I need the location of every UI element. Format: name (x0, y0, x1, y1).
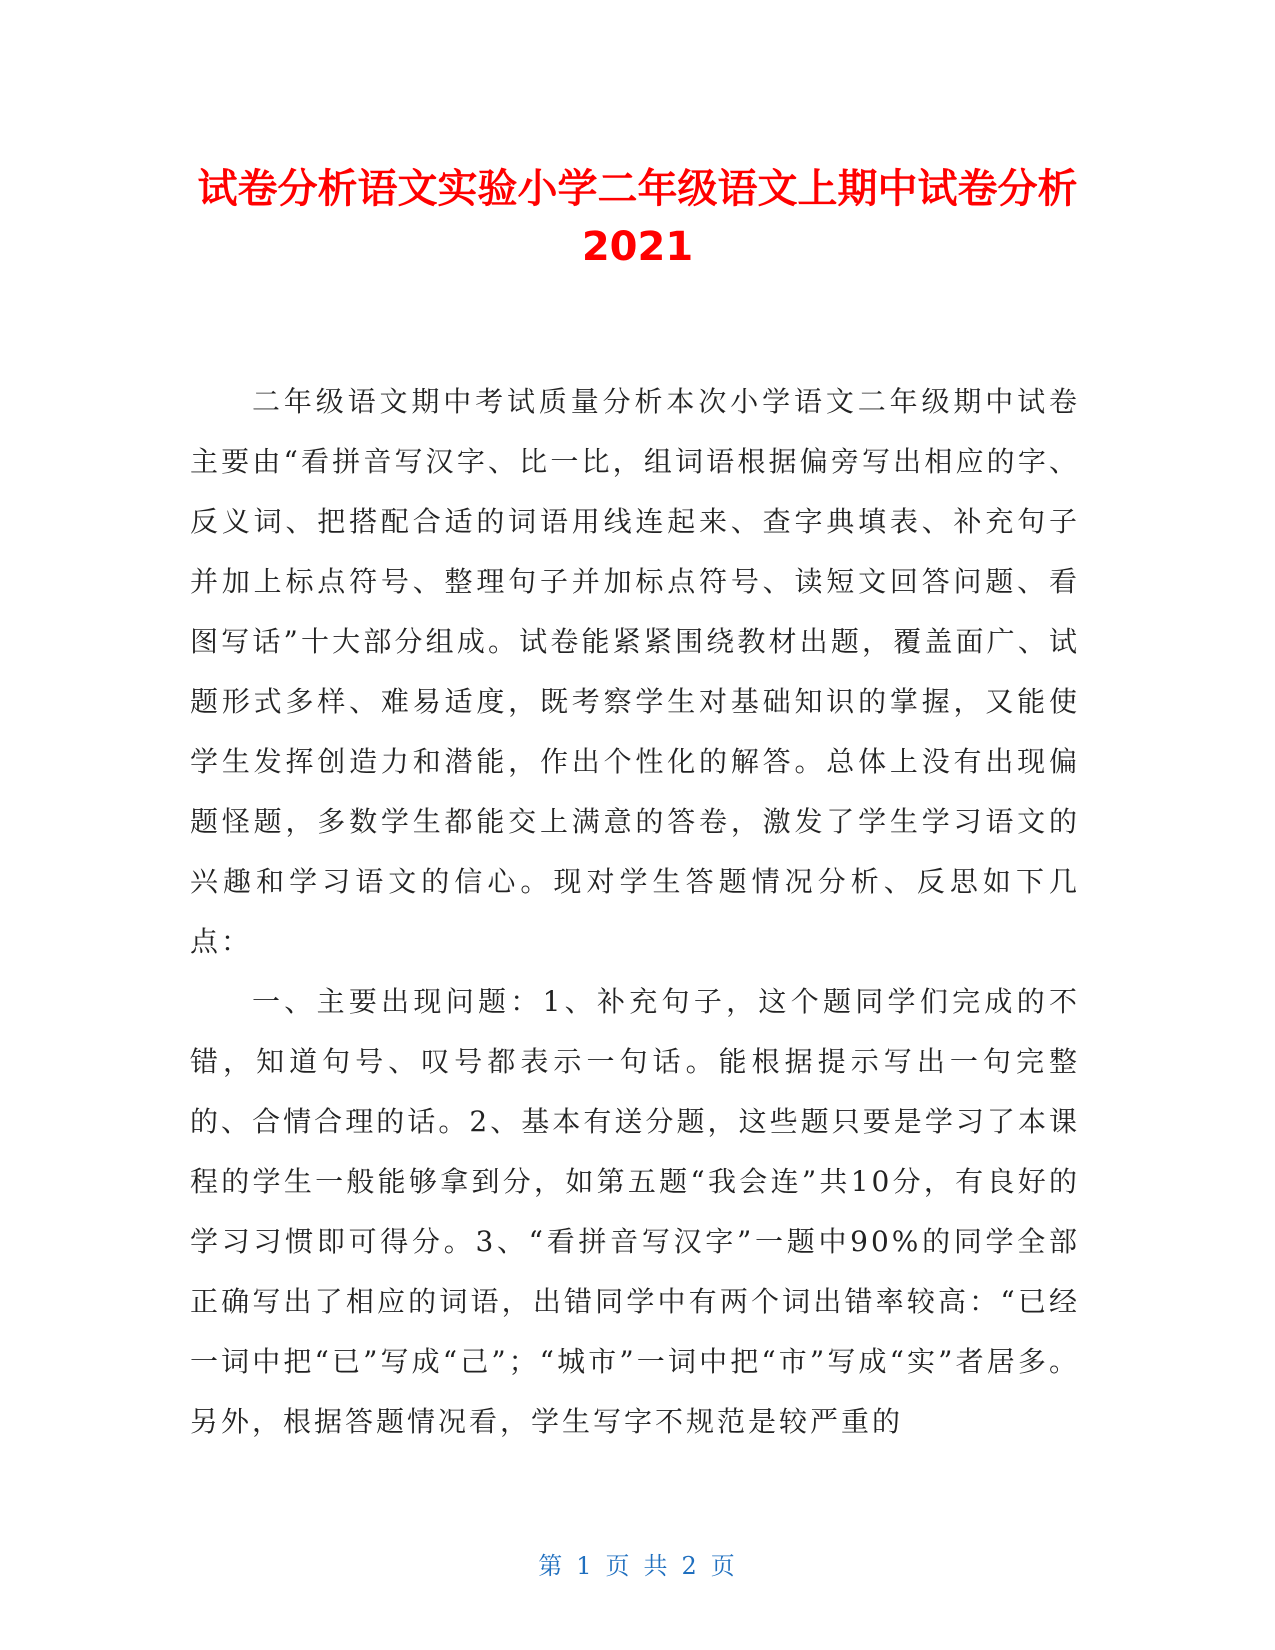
total-page-number: 2 (681, 1552, 699, 1580)
document-title: 试卷分析语文实验小学二年级语文上期中试卷分析2021 (197, 166, 1078, 270)
current-page-number: 1 (576, 1552, 594, 1580)
footer-page-word: 页 (605, 1552, 632, 1580)
page-number-footer (0, 1546, 1275, 1581)
footer-total-word: 共 (643, 1552, 670, 1580)
document-body (190, 372, 1080, 1452)
paragraph: 二年级语文期中考试质量分析本次小学语文二年级期中试卷主要由“看拼音写汉字、比一比，组词语根据偏旁写出相应的字、反义词、把搭配合适的词语用线连起来、查字典填表、补充句子并加上标点符号、整理句子并加标点符号、读短文回答问题、看图写话”十大部分组成。试卷能紧紧围绕教材出题，覆盖面广、试题形式多样、难易适度，既考察学生对基础知识的掌握，又能使学生发挥创造力和潜能，作出个性化的解答。总体上没有出现偏题怪题，多数学生都能交上满意的答卷，激发了学生学习语文的兴趣和学习语文的信心。现对学生答题情况分析、反思如下几点： (190, 385, 1080, 958)
paragraph: 一、主要出现问题：1、补充句子，这个题同学们完成的不错，知道句号、叹号都表示一句话。能根据提示写出一句完整的、合情合理的话。2、基本有送分题，这些题只要是学习了本课程的学生一般能够拿到分，如第五题“我会连”共10分，有良好的学习习惯即可得分。3、“看拼音写汉字”一题中90%的同学全部正确写出了相应的词语，出错同学中有两个词出错率较高：“已经一词中把“已”写成“己”；“城市”一词中把“市”写成“实”者居多。另外，根据答题情况看，学生写字不规范是较严重的 (190, 985, 1080, 1438)
footer-suffix: 页 (710, 1552, 737, 1580)
footer-prefix: 第 (538, 1552, 565, 1580)
